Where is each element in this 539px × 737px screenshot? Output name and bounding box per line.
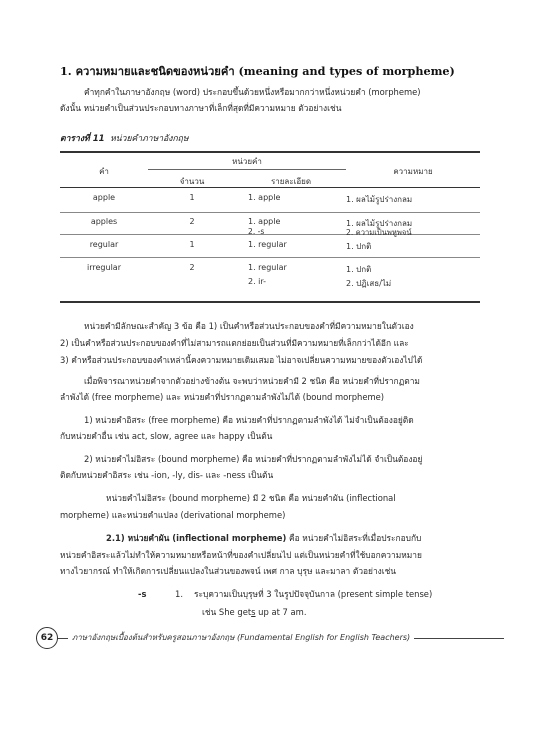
example-marker: -s bbox=[138, 589, 147, 599]
row-3-count: 1 bbox=[189, 240, 195, 249]
row-3-meaning-1: 1. ปกติ bbox=[346, 242, 372, 251]
header-meaning: ความหมาย bbox=[393, 167, 433, 176]
morpheme-table bbox=[60, 151, 480, 303]
page-number: 62 bbox=[36, 627, 58, 649]
features-line-1: หน่วยคำมีลักษณะสำคัญ 3 ข้อ คือ 1) เป็นคำหรือส่วนประกอบของคำที่มีความหมายในตัวเอง bbox=[84, 321, 414, 331]
row-1-count: 1 bbox=[189, 193, 195, 202]
types-line-1: หน่วยคำไม่อิสระ (bound morpheme) มี 2 ชนิด คือ หน่วยคำผัน (inflectional bbox=[106, 493, 396, 503]
free-morpheme-line-2: กับหน่วยคำอื่น เช่น act, slow, agree และ happy เป็นต้น bbox=[60, 431, 273, 441]
row-2-word: apples bbox=[90, 217, 118, 226]
intro-line-1: คำทุกคำในภาษาอังกฤษ (word) ประกอบขึ้นด้วยหนึ่งหรือมากกว่าหนึ่งหน่วยคำ (morpheme) bbox=[84, 87, 421, 97]
features-line-2: 2) เป็นคำหรือส่วนประกอบของคำที่ไม่สามารถแตกย่อยเป็นส่วนที่มีความหมายที่เล็กกว่าได้อีก และ bbox=[60, 338, 409, 348]
row-4-meaning-2: 2. ปฏิเสธ/ไม่ bbox=[346, 279, 392, 288]
row-4-meaning-1: 1. ปกติ bbox=[346, 265, 372, 274]
row-4-detail-2: 2. ir- bbox=[248, 277, 267, 286]
row-4-detail-1: 1. regular bbox=[248, 263, 287, 272]
example-sentence-suffix: s bbox=[251, 607, 256, 617]
header-morpheme: หน่วยคำ bbox=[232, 157, 262, 166]
inflectional-line-1 bbox=[106, 530, 421, 546]
bound-morpheme-line-2: ติดกับหน่วยคำอิสระ เช่น -ion, -ly, dis- และ -ness เป็นต้น bbox=[60, 470, 274, 480]
row-1-meaning-1: 1. ผลไม้รูปร่างกลม bbox=[346, 195, 413, 204]
table-caption-text: หน่วยคำภาษาอังกฤษ bbox=[110, 134, 189, 144]
intro-line-2: ดังนั้น หน่วยคำเป็นส่วนประกอบทางภาษาที่เล็กที่สุดที่มีความหมาย ตัวอย่างเช่น bbox=[60, 103, 342, 113]
row-2-meaning-1: 1. ผลไม้รูปร่างกลม bbox=[346, 219, 413, 228]
row-divider-2 bbox=[60, 234, 480, 235]
header-detail: รายละเอียด bbox=[270, 177, 312, 186]
table-caption-label: ตารางที่ 11 bbox=[60, 134, 105, 144]
row-2-meaning-2: 2. ความเป็นพหูพจน์ bbox=[346, 228, 412, 237]
table-top-rule bbox=[60, 151, 480, 153]
inflectional-line-3: ทางไวยากรณ์ ทำให้เกิดการเปลี่ยนแปลงในส่วนของพจน์ เพศ กาล บุรุษ และมาลา ตัวอย่างเช่น bbox=[60, 566, 397, 576]
row-2-detail-2: 2. -s bbox=[248, 227, 265, 236]
free-morpheme-line-1: 1) หน่วยคำอิสระ (free morpheme) คือ หน่วยคำที่ปรากฏตามลำพังได้ ไม่จำเป็นต้องอยู่ติด bbox=[84, 415, 414, 425]
table-bottom-rule bbox=[60, 301, 480, 303]
example-sentence-post: up at 7 am. bbox=[255, 607, 307, 617]
row-divider-3 bbox=[60, 257, 480, 258]
row-2-count: 2 bbox=[189, 217, 195, 226]
table-caption bbox=[60, 131, 189, 145]
inflectional-line-2: หน่วยคำอิสระแล้วไม่ทำให้ความหมายหรือหน้าที่ของคำเปลี่ยนไป แต่เป็นหน่วยคำที่ใช้บอกความหมาย bbox=[60, 550, 422, 560]
consider-line-1: เมื่อพิจารณาหน่วยคำจากตัวอย่างข้างต้น จะพบว่าหน่วยคำมี 2 ชนิด คือ หน่วยคำที่ปรากฏตาม bbox=[84, 376, 420, 386]
row-1-word: apple bbox=[92, 193, 116, 202]
example-number: 1. bbox=[175, 589, 183, 599]
consider-line-2: ลำพังได้ (free morpheme) และ หน่วยคำที่ปรากฏตามลำพังไม่ได้ (bound morpheme) bbox=[60, 392, 385, 402]
header-count: จำนวน bbox=[179, 177, 205, 186]
row-4-word: irregular bbox=[87, 263, 121, 272]
footer-title: ภาษาอังกฤษเบื้องต้นสำหรับครูสอนภาษาอังกฤษ (Fundamental English for English Teachers) bbox=[68, 631, 414, 644]
row-1-detail-1: 1. apple bbox=[248, 193, 281, 202]
example-sentence-pre: เช่น She get bbox=[202, 607, 252, 617]
row-4-count: 2 bbox=[189, 263, 195, 272]
morpheme-header-rule bbox=[148, 169, 346, 170]
inflectional-definition: คือ หน่วยคำไม่อิสระที่เมื่อประกอบกับ bbox=[286, 533, 422, 543]
row-divider-1 bbox=[60, 212, 480, 213]
row-3-word: regular bbox=[89, 240, 119, 249]
example-sentence bbox=[202, 604, 307, 620]
features-line-3: 3) คำหรือส่วนประกอบของคำเหล่านี้คงความหมายเดิมเสมอ ไม่อาจเปลี่ยนความหมายของตัวเองไปได้ bbox=[60, 355, 423, 365]
row-3-detail-1: 1. regular bbox=[248, 240, 287, 249]
section-heading: 1. ความหมายและชนิดของหน่วยคำ (meaning and types of morpheme) bbox=[60, 64, 455, 78]
header-word: คำ bbox=[99, 167, 109, 176]
bound-morpheme-line-1: 2) หน่วยคำไม่อิสระ (bound morpheme) คือ หน่วยคำที่ปรากฏตามลำพังไม่ได้ จำเป็นต้องอยู่ bbox=[84, 454, 423, 464]
types-line-2: morpheme) และหน่วยคำแปลง (derivational morpheme) bbox=[60, 510, 286, 520]
row-2-detail-1: 1. apple bbox=[248, 217, 281, 226]
example-text: ระบุความเป็นบุรุษที่ 3 ในรูปปัจจุบันกาล (present simple tense) bbox=[194, 589, 433, 599]
inflectional-term: 2.1) หน่วยคำผัน (inflectional morpheme) bbox=[106, 533, 287, 543]
